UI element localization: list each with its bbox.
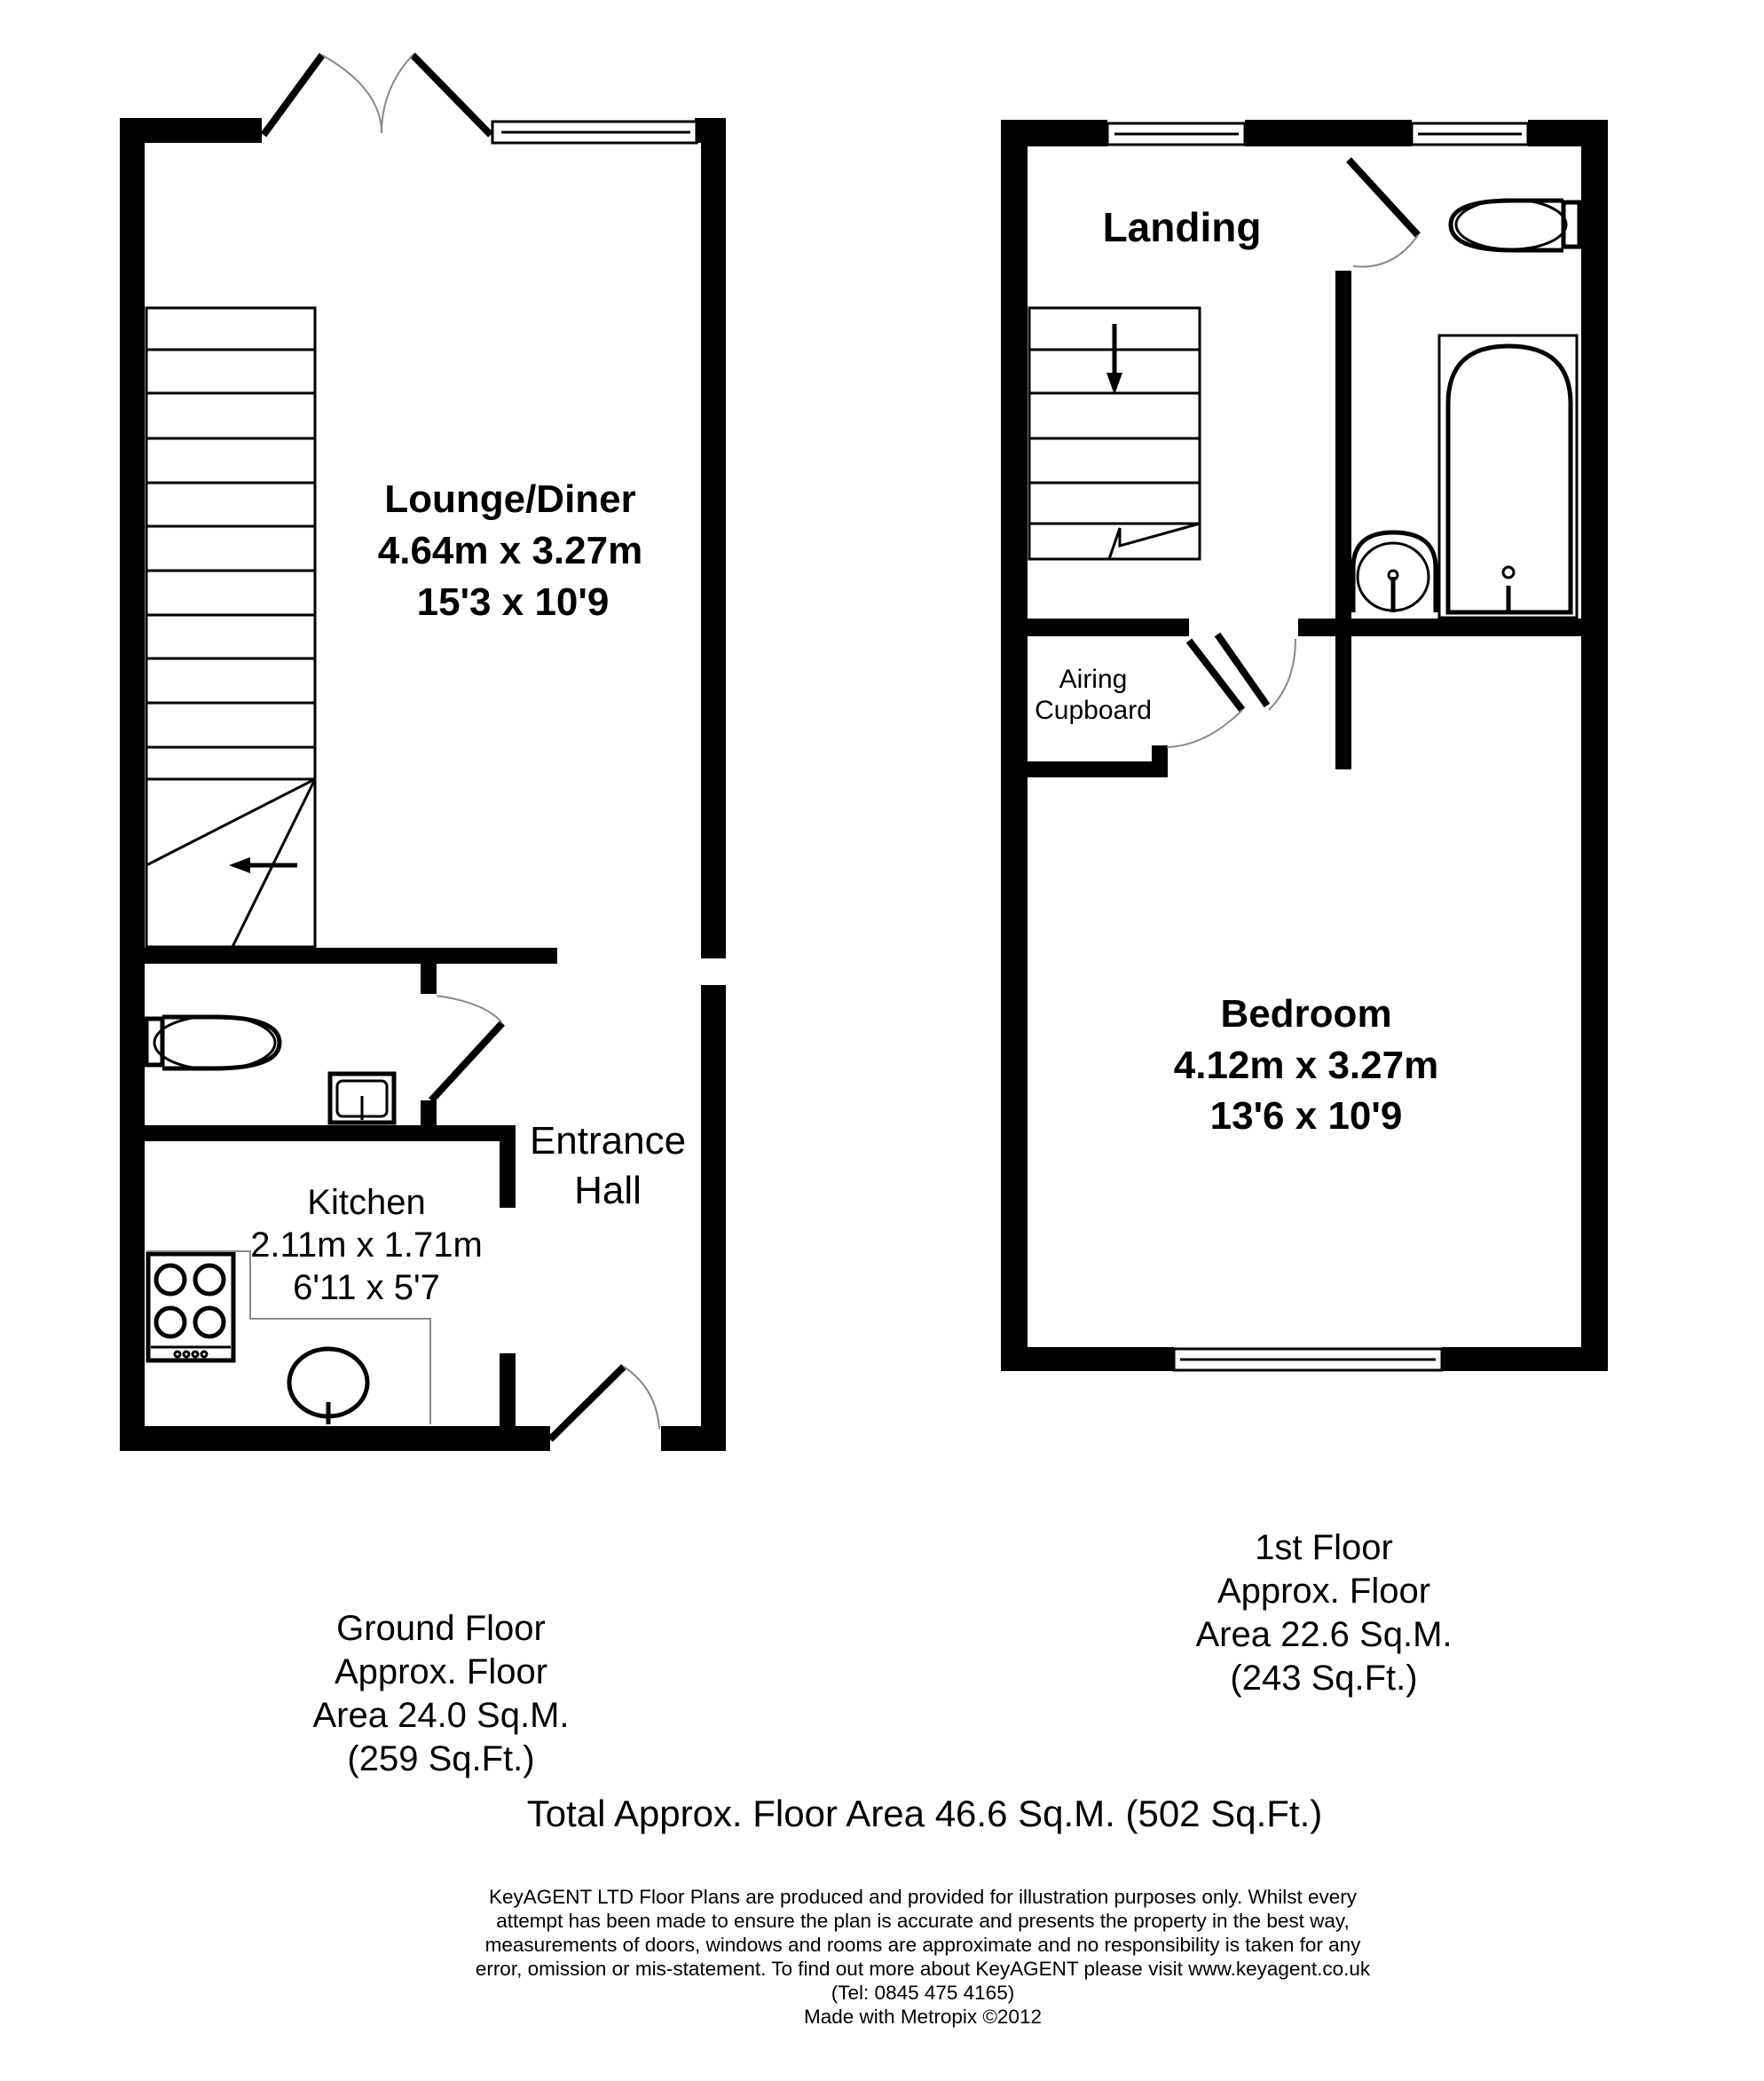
bath-icon [1439,335,1577,618]
first-floor-plan [1001,120,1608,1371]
airing-cupboard-line1: Airing [1059,665,1128,694]
ground-right-wall-lower [701,985,726,1451]
lounge-partition-wall [145,948,557,964]
wc-door-stub-top [421,964,437,994]
hall-wall-upper [500,1125,516,1208]
wc-door-stub-bottom [421,1100,437,1129]
total-floor-area: Total Approx. Floor Area 46.6 Sq.M. (502 Sq.Ft.) [526,1793,1323,1834]
hall-wall-lower [500,1353,516,1429]
airing-cupboard-doors-icon [1167,635,1295,747]
kitchen-metric: 2.11m x 1.71m [250,1226,483,1265]
bathroom-basin-icon [1353,532,1436,612]
staircase-icon [146,308,315,947]
cupboard-stub [1152,745,1168,777]
lounge-diner-name: Lounge/Diner [384,477,636,521]
disclaimer-line: measurements of doors, windows and rooms are approximate and no responsibility is taken for any [484,1934,1361,1956]
upper-stairs-arrow-icon [1106,324,1122,395]
first-left-wall [1001,120,1028,1371]
lounge-diner-imperial: 15'3 x 10'9 [416,580,610,624]
ground-bottom-wall-right [661,1426,726,1451]
bedroom-metric: 4.12m x 3.27m [1173,1044,1439,1087]
disclaimer-line: (Tel: 0845 475 4165) [831,1982,1015,2004]
ground-floor-summary-line: Approx. Floor [334,1652,548,1691]
landing-name: Landing [1102,204,1262,250]
first-floor-summary-line: (243 Sq.Ft.) [1230,1659,1418,1698]
first-bottom-wall-a [1001,1347,1174,1371]
ground-floor-summary-line: Area 24.0 Sq.M. [312,1696,570,1735]
landing-bottom-wall [1028,619,1189,636]
kitchen-sink-icon [289,1349,367,1424]
cupboard-bottom-wall [1028,761,1165,777]
wc-basin-icon [330,1074,394,1123]
bedroom-partition-stub [1335,636,1351,769]
lounge-diner-metric: 4.64m x 3.27m [377,529,643,572]
toilet-icon [146,1016,280,1069]
first-floor-summary-line: Approx. Floor [1217,1572,1431,1611]
disclaimer-line: attempt has been made to ensure the plan is accurate and presents the property in the best way, [496,1910,1350,1932]
bathroom-wall-upper [1335,271,1351,621]
kitchen-name: Kitchen [307,1183,426,1222]
kitchen-imperial: 6'11 x 5'7 [293,1268,440,1307]
disclaimer-line: error, omission or mis-statement. To find out more about KeyAGENT please visit www.keyagent.co.uk [475,1958,1371,1980]
disclaimer-line: KeyAGENT LTD Floor Plans are produced and provided for illustration purposes only. Whilst every [489,1886,1357,1908]
first-right-wall [1581,120,1608,1371]
first-top-wall-b [1245,120,1412,146]
wc-door-icon [431,996,502,1100]
first-top-wall-c [1528,120,1608,146]
kitchen-top-wall [145,1125,516,1141]
ground-bottom-wall-left [120,1426,550,1451]
disclaimer-line: Made with Metropix ©2012 [804,2006,1042,2028]
bathroom-bottom-wall [1298,619,1582,636]
disclaimer [476,1886,1371,2028]
ground-floor-summary-line: (259 Sq.Ft.) [347,1739,535,1778]
ground-floor-summary-line: Ground Floor [336,1609,546,1648]
entrance-hall-line1: Entrance [529,1119,687,1163]
entrance-hall-line2: Hall [574,1169,642,1212]
hob-icon [148,1254,233,1360]
bedroom-imperial: 13'6 x 10'9 [1209,1094,1403,1138]
bathroom-door-icon [1349,160,1418,267]
first-bottom-wall-b [1442,1347,1608,1371]
first-floor-summary-line: Area 22.6 Sq.M. [1195,1615,1453,1654]
bedroom-name: Bedroom [1220,992,1392,1036]
stairs-direction-arrow-icon [229,857,297,873]
ground-floor-summary [312,1609,569,1778]
french-doors-icon [264,55,491,135]
first-floor-summary-line: 1st Floor [1255,1528,1393,1567]
first-top-wall-a [1001,120,1107,146]
front-door-icon [550,1367,659,1439]
ground-floor-plan [120,55,726,1451]
airing-cupboard-line2: Cupboard [1035,696,1152,725]
ground-right-wall [701,118,726,958]
ground-left-wall [120,118,145,1451]
bathroom-toilet-icon [1451,200,1579,250]
first-floor-summary [1195,1528,1452,1698]
